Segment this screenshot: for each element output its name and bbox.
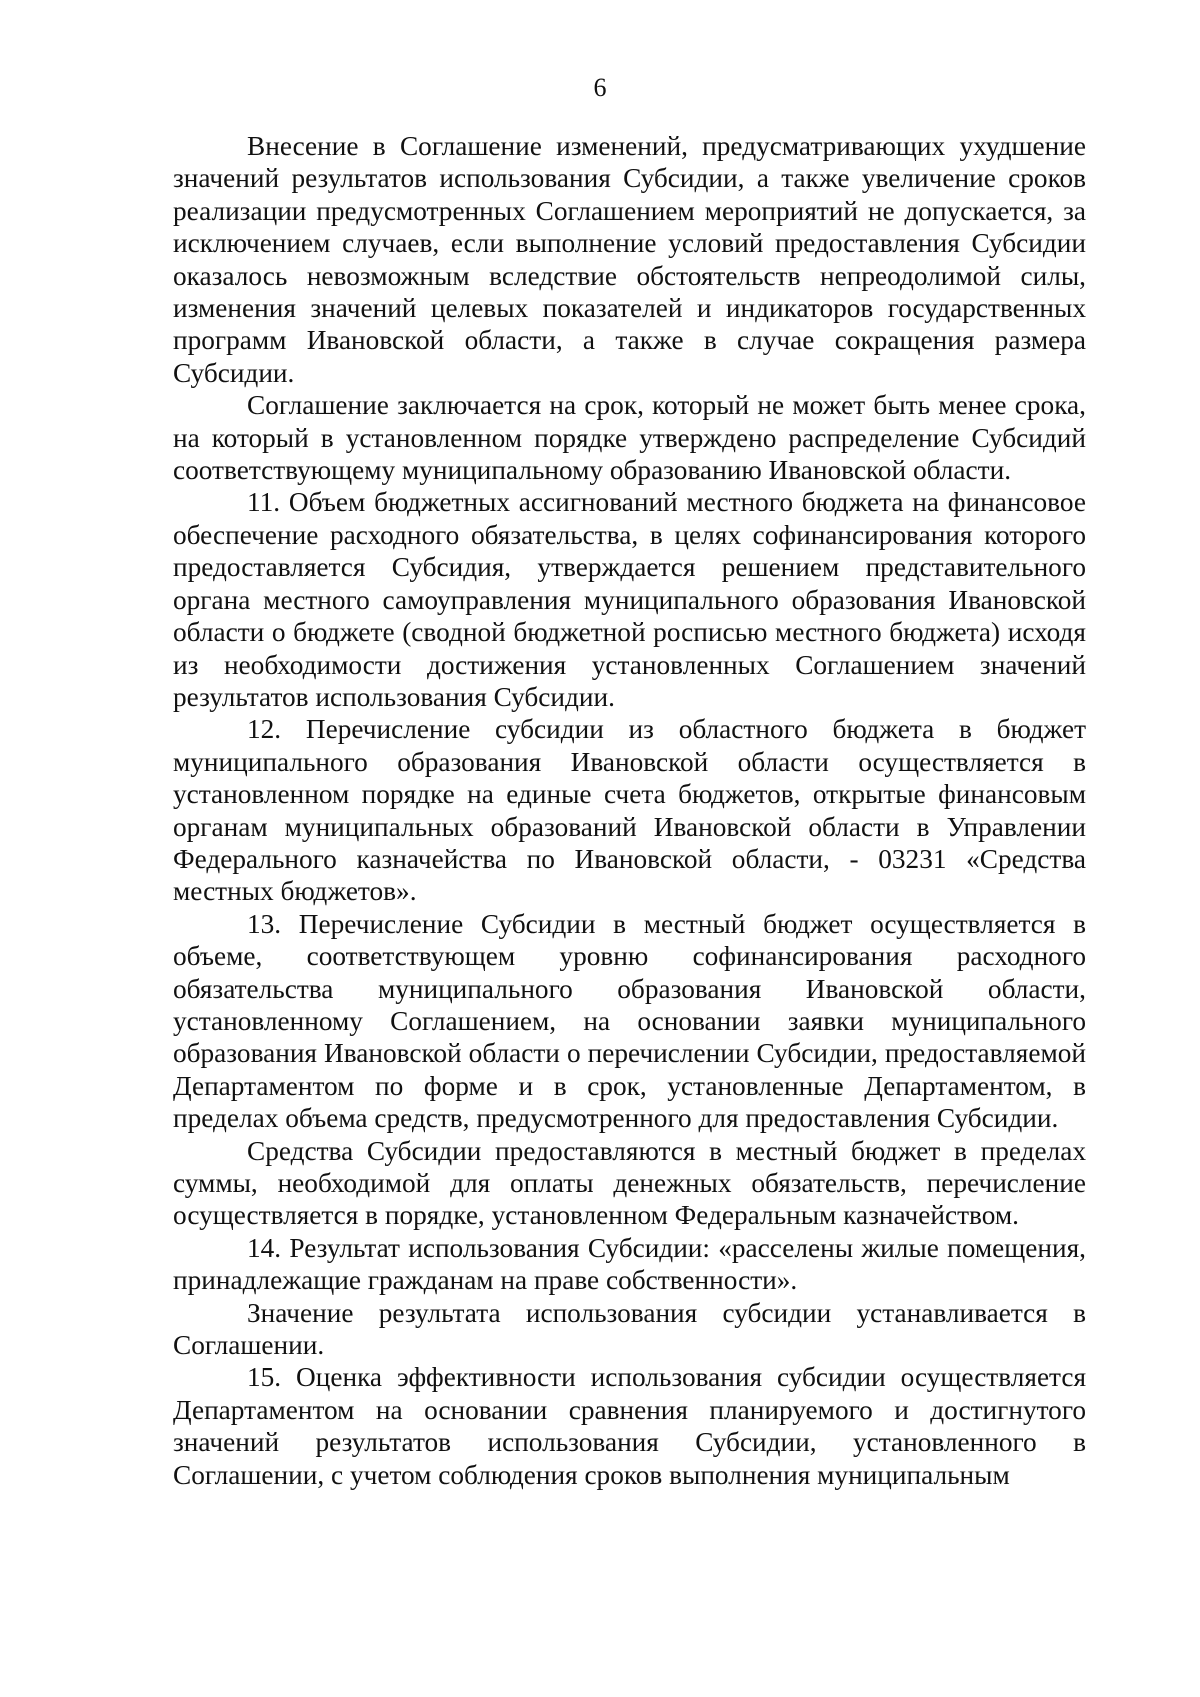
page-number: 6 [593,73,607,102]
paragraph-item-13: 13. Перечисление Субсидии в местный бюджет осуществляется в объеме, соответствующем уровню софинансирования расходного обязательства муниципального образования Ивановской области, установленному Соглашением, на основании заявки муниципального образования Ивановской области о перечислении Субсидии, предоставляемой Департаментом по форме и в срок, установленные Департаментом, в пределах объема средств, предусмотренного для предоставления Субсидии. [173,908,1086,1134]
paragraph-subsidy-funds: Средства Субсидии предоставляются в местный бюджет в пределах суммы, необходимой для оплаты денежных обязательств, перечисление осуществляется в порядке, установленном Федеральным казначейством. [173,1135,1086,1231]
paragraph-agreement-term: Соглашение заключается на срок, который не может быть менее срока, на который в установленном порядке утверждено распределение Субсидий соответствующему муниципальному образованию Ивановской области. [173,390,1086,486]
paragraph-amendments: Внесение в Соглашение изменений, предусматривающих ухудшение значений результатов использования Субсидии, а также увеличение сроков реализации предусмотренных Соглашением мероприятий не допускается, за исключением случаев, если выполнение условий предоставления Субсидии оказалось невозможным вследствие обстоятельств непреодолимой силы, изменения значений целевых показателей и индикаторов государственных программ Ивановской области, а также в случае сокращения размера Субсидии. [173,131,1086,388]
paragraph-item-11: 11. Объем бюджетных ассигнований местного бюджета на финансовое обеспечение расходного обязательства, в целях софинансирования которого предоставляется Субсидия, утверждается решением представительного органа местного самоуправления муниципального образования Ивановской области о бюджете (сводной бюджетной росписью местного бюджета) исходя из необходимости достижения установленных Соглашением значений результатов использования Субсидии. [173,487,1086,712]
paragraph-item-12: 12. Перечисление субсидии из областного бюджета в бюджет муниципального образования Ивановской области осуществляется в установленном порядке на единые счета бюджетов, открытые финансовым органам муниципальных образований Ивановской области в Управлении Федерального казначейства по Ивановской области, - 03231 «Средства местных бюджетов». [173,714,1086,907]
paragraph-item-14: 14. Результат использования Субсидии: «расселены жилые помещения, принадлежащие гражданам на праве собственности». [173,1232,1086,1296]
paragraph-result-value: Значение результата использования субсидии устанавливается в Соглашении. [173,1297,1086,1361]
paragraph-item-15: 15. Оценка эффективности использования субсидии осуществляется Департаментом на основании сравнения планируемого и достигнутого значений результатов использования Субсидии, установленного в Соглашении, с учетом соблюдения сроков выполнения муниципальным [173,1362,1086,1490]
document-body [173,130,1086,1491]
